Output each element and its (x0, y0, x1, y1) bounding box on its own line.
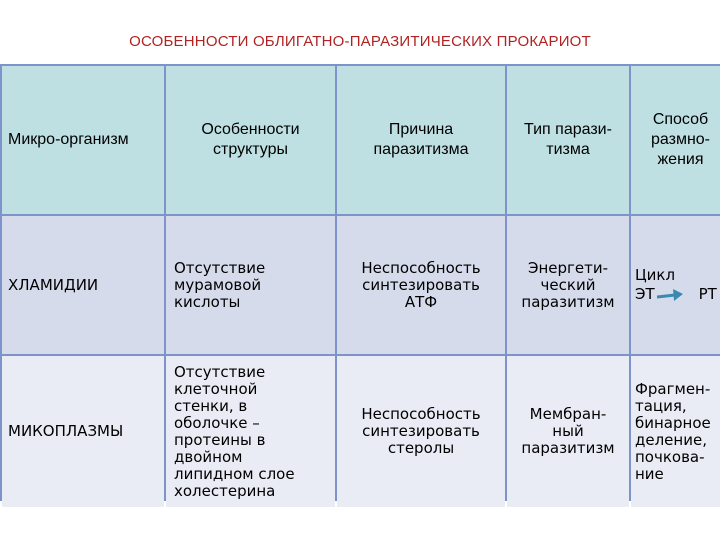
mycoplasma-type: Мембран-ный паразитизм (507, 356, 629, 507)
mycoplasma-structure: Отсутствие клеточной стенки, в оболочке – протеины в двойном липидном слое холестерина (166, 356, 335, 507)
chlamydia-structure: Отсутствие мурамовой кислоты (166, 216, 335, 354)
header-structure: Особенности структуры (166, 66, 335, 214)
page-title: ОСОБЕННОСТИ ОБЛИГАТНО-ПАРАЗИТИЧЕСКИХ ПРОКАРИОТ (129, 33, 591, 50)
chlamydia-cause: Неспособность синтезировать АТФ (337, 216, 505, 354)
chlamydia-reproduction (631, 216, 720, 354)
parasites-table (0, 64, 720, 501)
cycle-label: Цикл (635, 266, 676, 284)
arrow-right-icon (657, 288, 683, 302)
organism-chlamydia: ХЛАМИДИИ (2, 216, 164, 354)
header-organism: Микро-организм (2, 66, 164, 214)
cycle-from: ЭТ (635, 285, 655, 303)
mycoplasma-reproduction: Фрагмен-тация, бинарное деление, почкова-ние (631, 356, 720, 507)
chlamydia-type: Энергети-ческий паразитизм (507, 216, 629, 354)
header-reproduction: Способ размно-жения (631, 66, 720, 214)
cycle-to: РТ (698, 285, 717, 303)
header-cause: Причина паразитизма (337, 66, 505, 214)
organism-mycoplasma: МИКОПЛАЗМЫ (2, 356, 164, 507)
header-type: Тип парази-тизма (507, 66, 629, 214)
mycoplasma-cause: Неспособность синтезировать стеролы (337, 356, 505, 507)
